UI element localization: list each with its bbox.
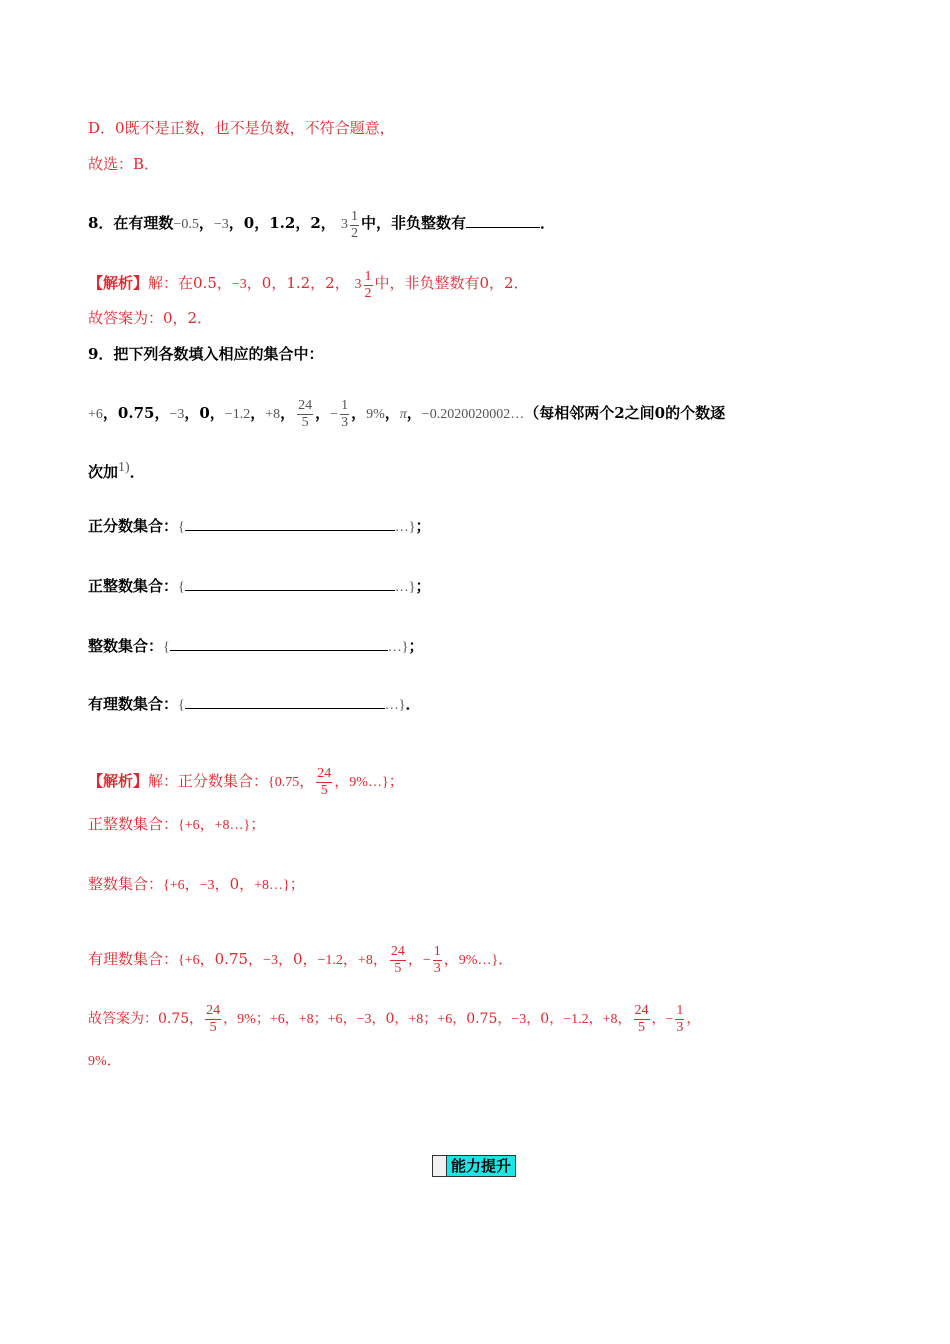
question-9-note: 次加$^{1)}$．: [88, 460, 145, 481]
mixed-fraction: 3 $\frac{1}{2}$: [341, 208, 358, 241]
answer-blank: [185, 694, 385, 709]
analysis-9-rationals: 有理数集合：{+6，0.75，−3，0，−1.2，+8， $\frac{24}{5}$ ，− $\frac{1}{3}$ ，9%…}．: [88, 943, 514, 976]
question-8: 8．在有理数−0.5，−3，0，1.2，2， 3 $\frac{1}{2}$ 中，非负整数有 ．: [88, 208, 556, 241]
answer-9: 故答案为：0.75， $\frac{24}{5}$ ，9%；+6，+8；+6，−3，0，+8；+6，0.75，−3，0，−1.2，+8， $\frac{24}{5}$ ，− $\frac{1}{3}$ ，: [88, 1002, 701, 1035]
set-positive-integers: 正整数集合：{ …}；: [88, 577, 431, 595]
answer-blank: [170, 636, 388, 651]
solution-choice: 故选：B．: [88, 155, 160, 173]
analysis-9-integers: 整数集合：{+6，−3，0，+8…}；: [88, 875, 305, 893]
answer-blank: [185, 516, 395, 531]
solution-option-d: D．0既不是正数，也不是负数，不符合题意，: [88, 119, 395, 137]
section-heading-ability-improvement: 能力提升: [432, 1155, 516, 1177]
set-positive-fractions: 正分数集合：{ …}；: [88, 517, 431, 535]
analysis-9-positive-fractions: 【解析】解：正分数集合：{0.75， $\frac{24}{5}$ ，9%…}；: [88, 765, 404, 798]
analysis-8: 【解析】解：在0.5，−3，0，1.2，2， 3 $\frac{1}{2}$ 中，非负整数有0，2．: [88, 268, 529, 301]
question-9-title: 9．把下列各数填入相应的集合中：: [88, 345, 324, 363]
answer-9-continued: 9%．: [88, 1051, 122, 1069]
mixed-fraction: 3 $\frac{1}{2}$: [354, 268, 372, 301]
question-9-numbers: +6，0.75，−3，0，−1.2，+8， $\frac{24}{5}$ ，− $\frac{1}{3}$ ，9%，π，−0.2020020002…（每相邻两个2之间0的个数逐: [88, 397, 726, 430]
answer-8: 故答案为：0，2．: [88, 309, 213, 327]
analysis-9-positive-integers: 正整数集合：{+6，+8…}；: [88, 815, 266, 833]
set-rationals: 有理数集合：{ …}．: [88, 695, 421, 713]
answer-blank: [185, 576, 395, 591]
set-integers: 整数集合：{ …}；: [88, 637, 424, 655]
answer-blank: [466, 213, 540, 228]
